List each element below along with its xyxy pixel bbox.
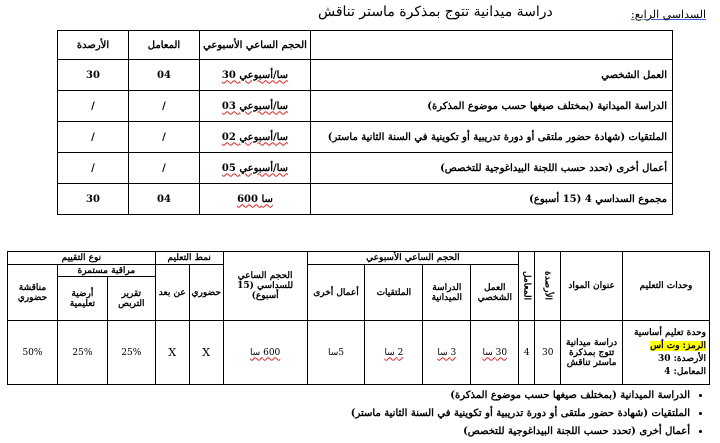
presential-cell: X: [189, 321, 223, 385]
volume-cell: 02 سا/أسبوعي: [200, 122, 311, 153]
seminars-cell: 2 سا: [365, 321, 423, 385]
semester-label: السداسي الرابع:: [631, 8, 707, 21]
presential-header: حضوري: [189, 265, 223, 321]
semester-summary-table: [57, 30, 673, 215]
coef-cell: /: [129, 91, 200, 122]
educational-land-header: أرضية تعليمية: [57, 277, 107, 321]
coef-cell: 4: [519, 321, 535, 385]
volume-cell: 03 سا/أسبوعي: [200, 91, 311, 122]
label-cell: مجموع السداسي 4 (15 أسبوع): [311, 184, 673, 215]
educational-land-cell: 25%: [57, 321, 107, 385]
internship-report-header: تقرير التربص: [107, 277, 155, 321]
other-cell: 5سا: [307, 321, 365, 385]
unit-title: وحدة تعليم أساسية: [633, 327, 706, 338]
table-row: [58, 153, 673, 184]
eval-type-header: نوع التقييم: [8, 252, 156, 265]
table-row: [58, 91, 673, 122]
seminars-header: الملتقيات: [365, 265, 423, 321]
internship-report-cell: 25%: [107, 321, 155, 385]
field-header: الدراسة الميدانية: [423, 265, 471, 321]
semester-volume-cell: 600 سا: [223, 321, 307, 385]
continuous-header: مراقبة مستمرة: [57, 265, 155, 277]
table-row: [58, 60, 673, 91]
page-title: دراسة ميدانية تتوج بمذكرة ماستر تناقش: [318, 4, 553, 20]
table-header-row: [58, 31, 673, 60]
table-header-row: [8, 252, 710, 265]
semester-volume-header: الحجم الساعي للسداسي (15 أسبوع): [223, 252, 307, 321]
remote-header: عن بعد: [155, 265, 189, 321]
other-header: أعمال أخرى: [307, 265, 365, 321]
volume-cell: 600 سا: [200, 184, 311, 215]
coef-cell: 04: [129, 60, 200, 91]
unit-credits: الأرصدة: 30: [657, 353, 706, 364]
coef-cell: /: [129, 122, 200, 153]
header-coef: المعامل: [129, 31, 200, 60]
table-row: [8, 321, 710, 385]
coef-header: المعامل: [519, 252, 535, 321]
teaching-unit-table: [7, 251, 710, 385]
label-cell: الدراسة الميدانية (بمختلف صيغها حسب موضوع المذكرة): [311, 91, 673, 122]
credits-cell: /: [58, 91, 129, 122]
teaching-mode-header: نمط التعليم: [155, 252, 223, 265]
label-cell: الملتقيات (شهادة حضور ملتقى أو دورة تدريبية أو تكوينية في السنة الثانية ماستر): [311, 122, 673, 153]
coef-cell: /: [129, 153, 200, 184]
personal-cell: 30 سا: [471, 321, 519, 385]
credits-cell: 30: [58, 184, 129, 215]
list-item: • الملتقيات (شهادة حضور ملتقى أو دورة تدريبية أو تكوينية في السنة الثانية ماستر): [330, 405, 690, 423]
list-item: • الدراسة الميدانية (بمختلف صيغها حسب موضوع المذكرة): [330, 387, 690, 405]
defense-cell: 50%: [8, 321, 58, 385]
volume-cell: 30 سا/أسبوعي: [200, 60, 311, 91]
header-label-empty: [311, 31, 673, 60]
credits-cell: /: [58, 153, 129, 184]
personal-header: العمل الشخصي: [471, 265, 519, 321]
header-volume: الحجم الساعي الأسبوعي: [200, 31, 311, 60]
unit-code: الرمز: وت أس: [650, 340, 706, 351]
units-header: وحدات التعليم: [623, 252, 710, 321]
header-credits: الأرصدة: [58, 31, 129, 60]
weekly-volume-header: الحجم الساعي الأسبوعي: [307, 252, 519, 265]
credits-cell: 30: [58, 60, 129, 91]
table-row-total: [58, 184, 673, 215]
label-cell: أعمال أخرى (تحدد حسب اللجنة البيداغوجية للتخصص): [311, 153, 673, 184]
credits-cell: 30: [535, 321, 561, 385]
credits-header: الأرصدة: [535, 252, 561, 321]
remote-cell: X: [155, 321, 189, 385]
label-cell: العمل الشخصي: [311, 60, 673, 91]
table-row: [58, 122, 673, 153]
subject-header: عنوان المواد: [561, 252, 623, 321]
unit-cell: [623, 321, 710, 385]
credits-cell: /: [58, 122, 129, 153]
volume-cell: 05 سا/أسبوعي: [200, 153, 311, 184]
notes-list: [330, 387, 708, 441]
field-cell: 3 سا: [423, 321, 471, 385]
list-item: • أعمال أخرى (تحدد حسب اللجنة البيداغوجية للتخصص): [330, 423, 690, 441]
coef-cell: 04: [129, 184, 200, 215]
defense-header: مناقشة حضوري: [8, 265, 58, 321]
subject-cell: دراسة ميدانية تتوج بمذكرة ماستر تناقش: [561, 321, 623, 385]
unit-coef: المعامل: 4: [664, 366, 706, 377]
